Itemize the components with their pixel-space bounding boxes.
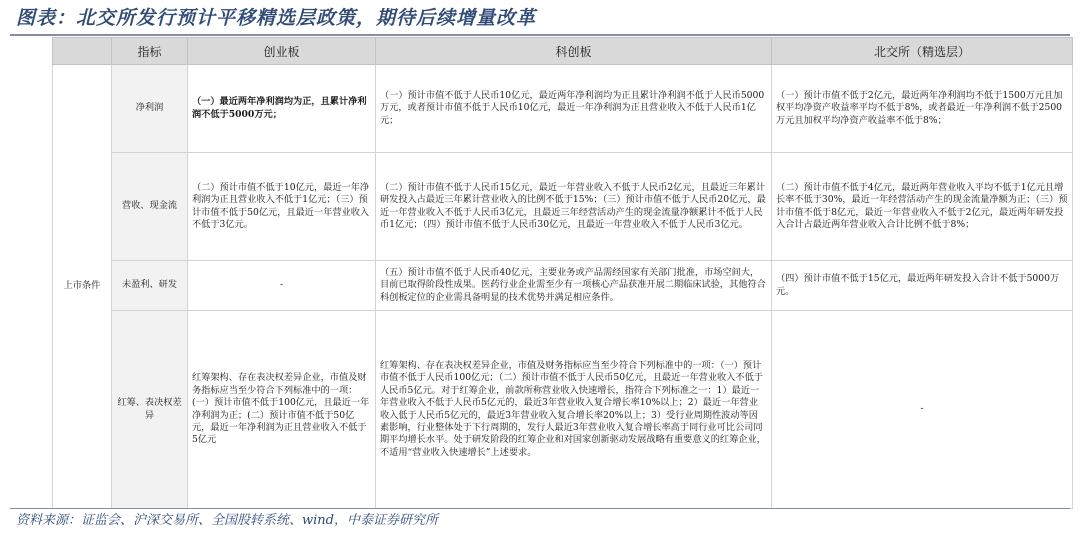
table-header-row — [53, 38, 1073, 65]
header-star-market: 科创板 — [376, 38, 772, 65]
listing-conditions-table — [52, 37, 1073, 509]
chinext-cell: - — [188, 261, 376, 311]
header-bse: 北交所（精选层） — [772, 38, 1073, 65]
bse-cell: - — [772, 311, 1073, 509]
chinext-cell: 红筹架构、存在表决权差异企业，市值及财务指标应当至少符合下列标准中的一项：(一）预计市值不低于100亿元，且最近一年净利润为正；(二）预计市值不低于50亿元，最近一年净利润为正且营业收入不低于5亿元 — [188, 311, 376, 509]
bse-cell: （一）预计市值不低于2亿元，最近两年净利润均不低于1500万元且加权平均净资产收益率平均不低于8%，或者最近一年净利润不低于2500万元且加权平均净资产收益率不低于8%； — [772, 65, 1073, 153]
chinext-cell: （二）预计市值不低于10亿元，最近一年净利润为正且营业收入不低于1亿元；（三）预计市值不低于50亿元，且最近一年营业收入不低于3亿元。 — [188, 153, 376, 261]
bse-cell: （四）预计市值不低于15亿元，最近两年研发投入合计不低于5000万元。 — [772, 261, 1073, 311]
figure-title: 图表：北交所发行预计平移精选层政策，期待后续增量改革 — [16, 7, 537, 29]
table-row — [53, 153, 1073, 261]
condition-label: 上市条件 — [53, 65, 112, 509]
indicator-cell: 营收、现金流 — [112, 153, 188, 261]
star-cell: （五）预计市值不低于人民币40亿元，主要业务或产品需经国家有关部门批准，市场空间大，目前已取得阶段性成果。医药行业企业需至少有一项核心产品获准开展二期临床试验，其他符合科创板定位的企业需具备明显的技术优势并满足相应条件。 — [376, 261, 772, 311]
indicator-cell: 净利润 — [112, 65, 188, 153]
bottom-divider — [10, 508, 1070, 509]
top-divider — [10, 34, 1070, 36]
source-note: 资料来源：证监会、沪深交易所、全国股转系统、wind，中泰证券研究所 — [16, 513, 438, 528]
header-blank — [53, 38, 112, 65]
indicator-cell: 未盈利、研发 — [112, 261, 188, 311]
table-row — [53, 311, 1073, 509]
table-row — [53, 65, 1073, 153]
indicator-cell: 红筹、表决权差异 — [112, 311, 188, 509]
table-row — [53, 261, 1073, 311]
star-cell: 红筹架构、存在表决权差异企业，市值及财务指标应当至少符合下列标准中的一项：（一）预计市值不低于人民币100亿元；（二）预计市值不低于人民币50亿元，且最近一年营业收入不低于人民币5亿元。对于红筹企业，前款所称营业收入快速增长，指符合下列标准之一：1）最近一年营业收入不低于人民币5亿元的，最近3年营业收入复合增长率10%以上；2）最近一年营业收入低于人民币5亿元的，最近3年营业收入复合增长率20%以上；3）受行业周期性波动等因素影响，行业整体处于下行周期的，发行人最近3年营业收入复合增长率高于同行业可比公司同期平均增长水平。处于研发阶段的红筹企业和对国家创新驱动发展战略有重要意义的红筹企业，不适用“营业收入快速增长”上述要求。 — [376, 311, 772, 509]
bse-cell: （二）预计市值不低于4亿元，最近两年营业收入平均不低于1亿元且增长率不低于30%，最近一年经营活动产生的现金流量净额为正；（三）预计市值不低于8亿元，最近一年营业收入不低于2亿元，最近两年研发投入合计占最近两年营业收入合计比例不低于8%； — [772, 153, 1073, 261]
header-indicator: 指标 — [112, 38, 188, 65]
star-cell: （一）预计市值不低于人民币10亿元，最近两年净利润均为正且累计净利润不低于人民币5000万元，或者预计市值不低于人民币10亿元，最近一年净利润为正且营业收入不低于人民币1亿元； — [376, 65, 772, 153]
header-chinext: 创业板 — [188, 38, 376, 65]
chinext-cell: （一）最近两年净利润均为正，且累计净利润不低于5000万元； — [188, 65, 376, 153]
star-cell: （二）预计市值不低于人民币15亿元，最近一年营业收入不低于人民币2亿元，且最近三年累计研发投入占最近三年累计营业收入的比例不低于15%；（三）预计市值不低于人民币20亿元，最近一年营业收入不低于人民币3亿元，且最近三年经营活动产生的现金流量净额累计不低于人民币1亿元；（四）预计市值不低于人民币30亿元，且最近一年营业收入不低于人民币3亿元。 — [376, 153, 772, 261]
